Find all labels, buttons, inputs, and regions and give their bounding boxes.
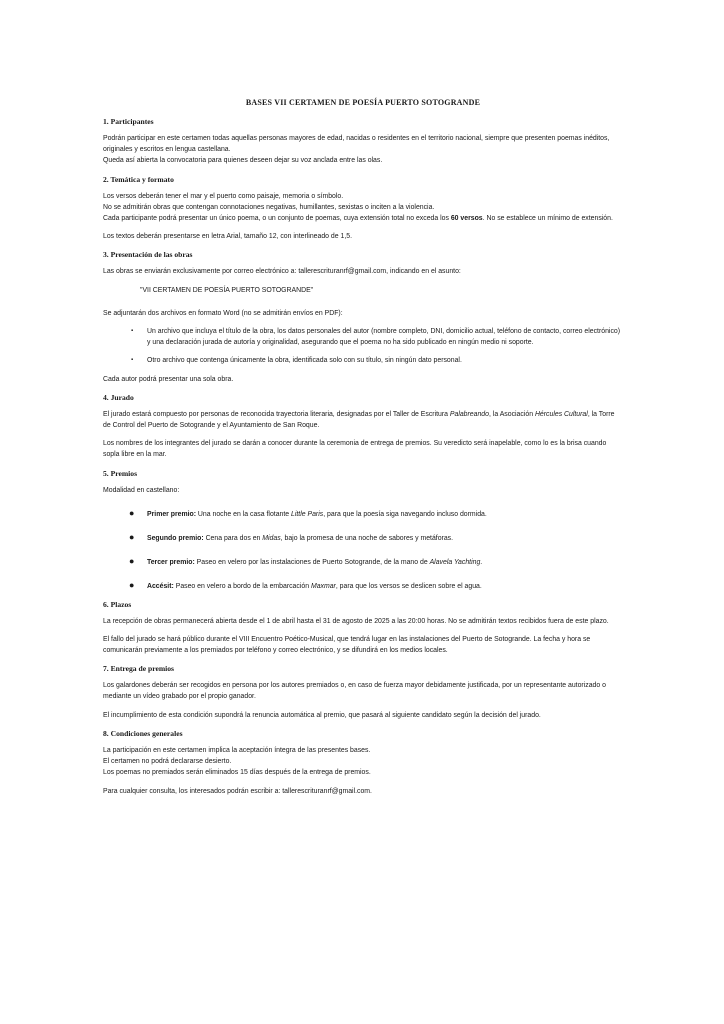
text-line: No se admitirán obras que contengan connotaciones negativas, humillantes, sexistas o inciten a la violencia.	[103, 203, 435, 211]
section-heading-tematica: 2. Temática y formato	[103, 174, 174, 184]
text-line: Cada participante podrá presentar un único poema, o un conjunto de poemas, cuya extensión total no exceda los 60 versos. No se establece un mínimo de extensión.	[103, 215, 613, 223]
list-item: ▪ Un archivo que incluya el título de la obra, los datos personales del autor (nombre completo, DNI, domicilio actual, teléfono de contacto, correo electrónico) y una declaración jurada de autoría y originalidad, asegurando que el poema no ha sido publicado en ningún medio ni soporte.	[131, 328, 621, 347]
paragraph	[103, 745, 623, 779]
section-heading-plazos: 6. Plazos	[103, 599, 132, 609]
paragraph: El jurado estará compuesto por personas de reconocida trayectoria literaria, designadas por el Taller de Escritura Palabreando, la Asociación Hércules Cultural, la Torre de Control del Puerto de Sotogrande y el Ayuntamiento de San Roque.	[103, 410, 615, 430]
paragraph: El fallo del jurado se hará público durante el VIII Encuentro Poético-Musical, que tendrá lugar en las instalaciones del Puerto de Sotogrande. La fecha y hora se comunicarán previamente a los premiados por teléfono y correo electrónico, y se difundirá en los medios locales.	[103, 635, 591, 655]
prize-item: ● Tercer premio: Paseo en velero por las instalaciones de Puerto Sotogrande, de la mano de Alavela Yachting.	[129, 556, 483, 567]
paragraph: Los nombres de los integrantes del jurado se darán a conocer durante la ceremonia de entrega de premios. Su veredicto será inapelable, como lo es la brisa cuando sopla libre en la mar.	[103, 440, 607, 459]
prize-list	[103, 509, 623, 593]
text-line: La participación en este certamen implica la aceptación íntegra de las presentes bases.	[103, 746, 371, 754]
paragraph: Para cualquier consulta, los interesados podrán escribir a: tallerescrituranrf@gmail.com.	[103, 787, 372, 795]
paragraph	[103, 133, 623, 167]
round-bullet-icon: ●	[129, 556, 135, 567]
text-line: El certamen no podrá declararse desierto.	[103, 758, 232, 766]
paragraph: Las obras se enviarán exclusivamente por correo electrónico a: tallerescrituranrf@gmail.com, indicando en el asunto:	[103, 268, 461, 276]
paragraph	[103, 191, 623, 225]
section-heading-participantes: 1. Participantes	[103, 117, 154, 126]
italic-text: Palabreando	[449, 410, 489, 418]
subject-quote: "VII CERTAMEN DE POESÍA PUERTO SOTOGRANDE"	[140, 286, 314, 294]
paragraph: Se adjuntarán dos archivos en formato Word (no se admitirán envíos en PDF):	[103, 309, 343, 317]
prize-item: ● Primer premio: Una noche en la casa flotante Little Paris, para que la poesía siga navegando incluso dormida.	[129, 507, 487, 518]
prize-item: ● Accésit: Paseo en velero a bordo de la embarcación Maxmar, para que los versos se deslicen sobre el agua.	[129, 580, 482, 591]
list-item: ▪ Otro archivo que contenga únicamente la obra, identificada solo con su título, sin ningún dato personal.	[103, 355, 623, 366]
italic-text: Hércules Cultural	[534, 410, 588, 418]
paragraph: Cada autor podrá presentar una sola obra.	[103, 375, 234, 383]
round-bullet-icon: ●	[129, 532, 135, 543]
paragraph: La recepción de obras permanecerá abierta desde el 1 de abril hasta el 31 de agosto de 2025 a las 20:00 horas. No se admitirán textos recibidos fuera de este plazo.	[103, 617, 609, 625]
section-heading-entrega: 7. Entrega de premios	[103, 664, 175, 674]
paragraph: El incumplimiento de esta condición supondrá la renuncia automática al premio, que pasará al siguiente candidato según la decisión del jurado.	[103, 711, 541, 719]
section-heading-presentacion: 3. Presentación de las obras	[103, 250, 193, 260]
paragraph: Los galardones deberán ser recogidos en persona por los autores premiados o, en caso de fuerza mayor debidamente justificada, por un representante autorizado o mediante un vídeo grabado por el propio ganador.	[103, 682, 606, 701]
document-title: BASES VII CERTAMEN DE POESÍA PUERTO SOTOGRANDE	[245, 98, 481, 107]
square-bullet-icon: ▪	[131, 357, 134, 364]
section-heading-jurado: 4. Jurado	[103, 392, 134, 402]
text-line: Podrán participar en este certamen todas aquellas personas mayores de edad, nacidas o residentes en el territorio nacional, siempre que presenten poemas inéditos, originales y escritos en lengua castellana.	[103, 135, 610, 154]
paragraph: Modalidad en castellano:	[103, 486, 180, 494]
section-heading-premios: 5. Premios	[103, 468, 138, 478]
section-heading-condiciones: 8. Condiciones generales	[103, 728, 183, 738]
square-bullet-icon: ▪	[131, 328, 134, 335]
round-bullet-icon: ●	[129, 580, 135, 591]
round-bullet-icon: ●	[129, 507, 135, 518]
text-line: Los versos deberán tener el mar y el puerto como paisaje, memoria o símbolo.	[103, 192, 344, 200]
paragraph: Los textos deberán presentarse en letra Arial, tamaño 12, con interlineado de 1,5.	[103, 233, 352, 241]
bold-text: 60 versos	[450, 215, 483, 223]
text-line: Queda así abierta la convocatoria para quienes deseen dejar su voz anclada entre las olas.	[103, 157, 383, 165]
document-page	[103, 97, 623, 804]
text-line: Los poemas no premiados serán eliminados 15 días después de la entrega de premios.	[103, 769, 371, 777]
prize-item: ● Segundo premio: Cena para dos en Midas, bajo la promesa de una noche de sabores y metáforas.	[129, 532, 454, 543]
attachment-list	[103, 326, 623, 367]
